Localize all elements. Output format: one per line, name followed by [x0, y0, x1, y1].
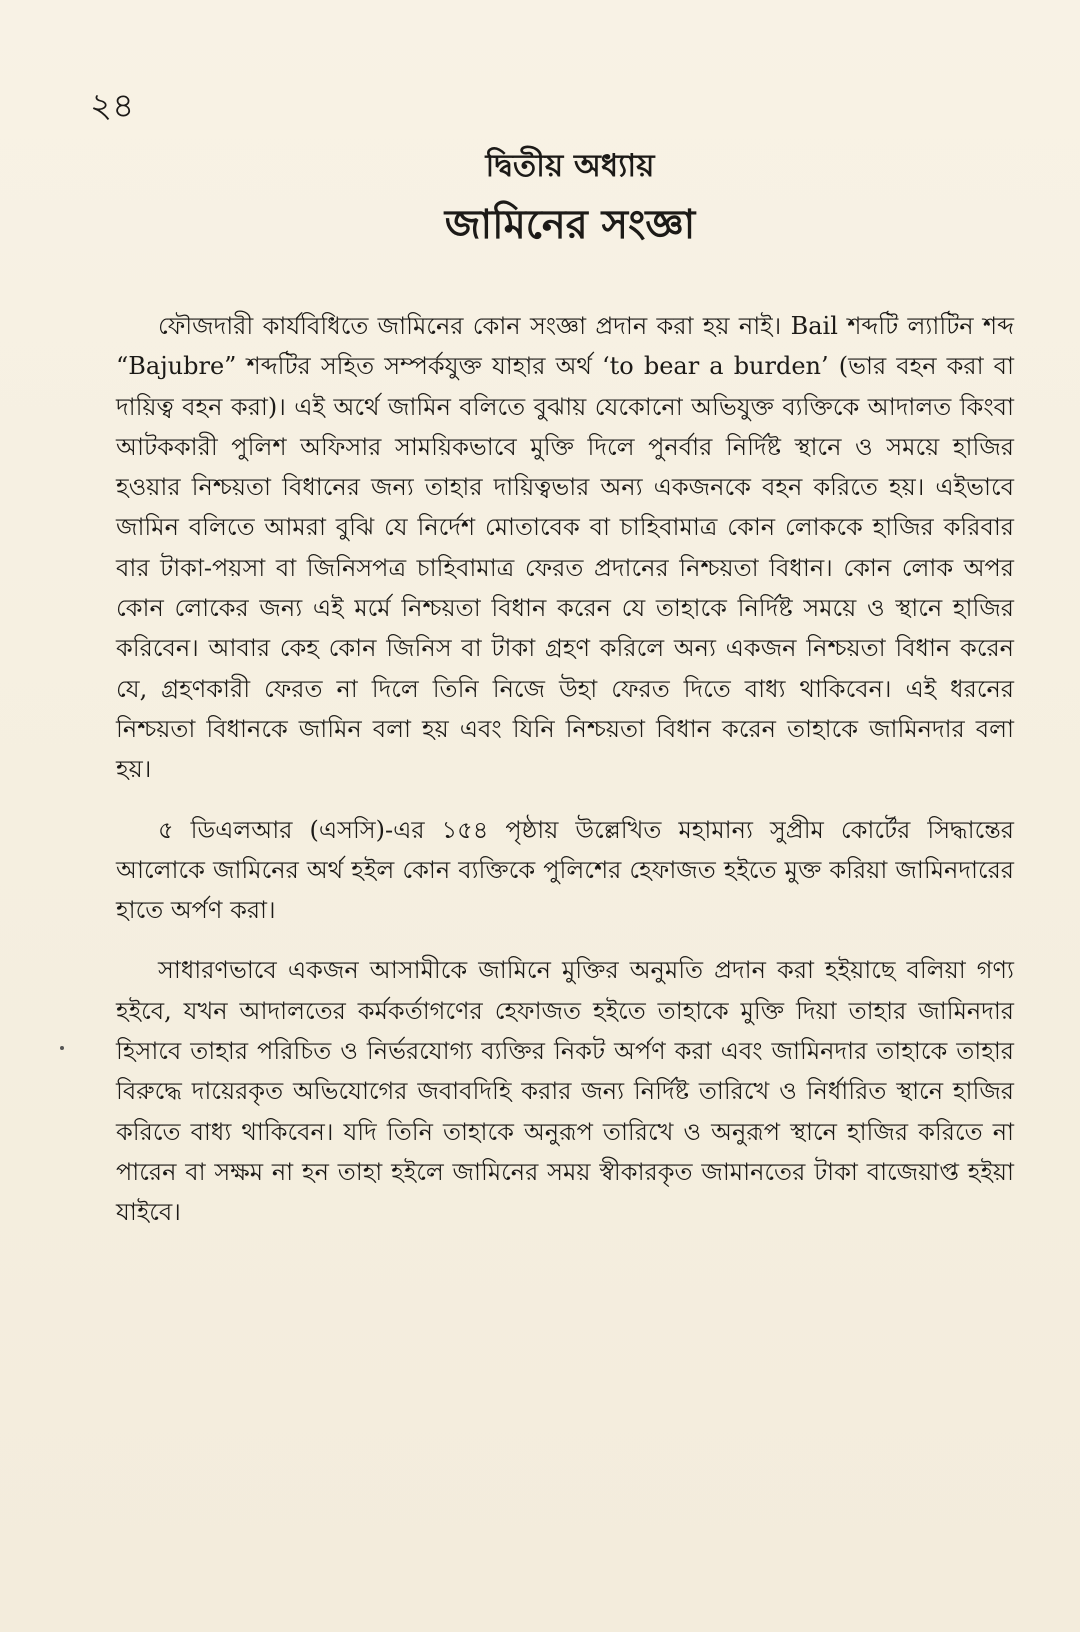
paragraph-definition: ফৌজদারী কার্যবিধিতে জামিনের কোন সংজ্ঞা প্রদান করা হয় নাই। Bail শব্দটি ল্যাটিন শব্দ “Bajubre” শব্দটির সহিত সম্পর্কযুক্ত যাহার অর্থ ‘to bear a burden’ (ভার বহন করা বা দায়িত্ব বহন করা)। এই অর্থে জামিন বলিতে বুঝায় যেকোনো অভিযুক্ত ব্যক্তিকে আদালত কিংবা আটককারী পুলিশ অফিসার সাময়িকভাবে মুক্তি দিলে পুনর্বার নির্দিষ্ট স্থানে ও সময়ে হাজির হওয়ার নিশ্চয়তা বিধানের জন্য তাহার দায়িত্বভার অন্য একজনকে বহন করিতে হয়। এইভাবে জামিন বলিতে আমরা বুঝি যে নির্দেশ মোতাবেক বা চাহিবামাত্র কোন লোককে হাজির করিবার বার টাকা-পয়সা বা জিনিসপত্র চাহিবামাত্র ফেরত প্রদানের নিশ্চয়তা বিধান। কোন লোক অপর কোন লোকের জন্য এই মর্মে নিশ্চয়তা বিধান করেন যে তাহাকে নির্দিষ্ট সময়ে ও স্থানে হাজির করিবেন। আবার কেহ কোন জিনিস বা টাকা গ্রহণ করিলে অন্য একজন নিশ্চয়তা বিধান করেন যে, গ্রহণকারী ফেরত না দিলে তিনি নিজে উহা ফেরত দিতে বাধ্য থাকিবেন। এই ধরনের নিশ্চয়তা বিধানকে জামিন বলা হয় এবং যিনি নিশ্চয়তা বিধান করেন তাহাকে জামিনদার বলা হয়।	[116, 312, 1014, 784]
page-number: ২৪	[90, 86, 135, 126]
margin-mark	[60, 1046, 64, 1050]
paragraph-court-decision: ৫ ডিএলআর (এসসি)-এর ১৫৪ পৃষ্ঠায় উল্লেখিত মহামান্য সুপ্রীম কোর্টের সিদ্ধান্তের আলোকে জামিনের অর্থ হইল কোন ব্যক্তিকে পুলিশের হেফাজত হইতে মুক্ত করিয়া জামিনদারের হাতে অর্পণ করা।	[116, 815, 1014, 925]
paragraph-general-meaning: সাধারণভাবে একজন আসামীকে জামিনে মুক্তির অনুমতি প্রদান করা হইয়াছে বলিয়া গণ্য হইবে, যখন আদালতের কর্মকর্তাগণের হেফাজত হইতে তাহাকে মুক্তি দিয়া তাহার জামিনদার হিসাবে তাহার পরিচিত ও নির্ভরযোগ্য ব্যক্তির নিকট অর্পণ করা এবং জামিনদার তাহাকে তাহার বিরুদ্ধে দায়েরকৃত অভিযোগের জবাবদিহি করার জন্য নির্দিষ্ট তারিখে ও নির্ধারিত স্থানে হাজির করিতে বাধ্য থাকিবেন। যদি তিনি তাহাকে অনুরূপ তারিখে ও অনুরূপ স্থানে হাজির করিতে না পারেন বা সক্ষম না হন তাহা হইলে জামিনের সময় স্বীকারকৃত জামানতের টাকা বাজেয়াপ্ত হইয়া যাইবে।	[116, 956, 1014, 1227]
body-text	[116, 306, 1014, 1233]
chapter-title: জামিনের সংজ্ঞা	[444, 201, 696, 248]
chapter-label: দ্বিতীয় অধ্যায়	[485, 148, 655, 184]
